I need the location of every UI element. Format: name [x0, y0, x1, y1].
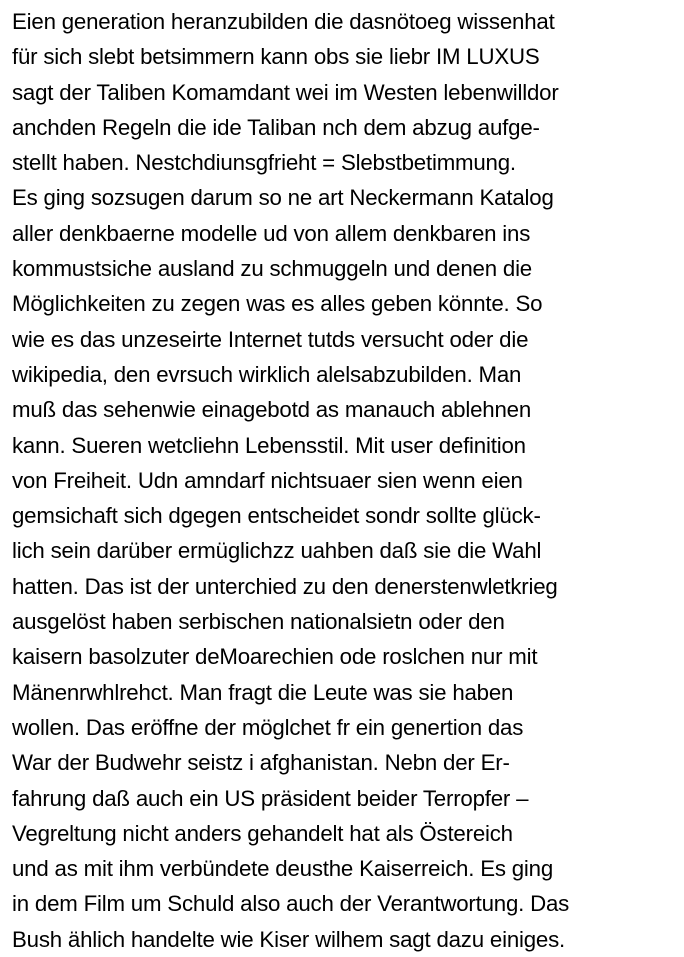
text-line-12: muß das sehenwie einagebotd as manauch ablehnen [12, 397, 532, 423]
text-line-9: Möglichkeiten zu zegen was es alles geben könnte. So [12, 291, 543, 317]
body-text [12, 4, 684, 957]
text-line-1: Eien generation heranzubilden die dasnötoeg wissenhat [12, 9, 555, 34]
text-line-27: Bush ählich handelte wie Kiser wilhem sagt dazu einiges. [12, 926, 566, 952]
text-line-19: kaisern basolzuter deMoarechien ode roslchen nur mit [12, 644, 538, 670]
text-line-10: wie es das unzeseirte Internet tutds versucht oder die [12, 326, 529, 352]
text-line-15: gemsichaft sich dgegen entscheidet sondr sollte glück- [12, 503, 541, 529]
text-line-26: in dem Film um Schuld also auch der Verantwortung. Das [12, 891, 570, 917]
text-line-11: wikipedia, den evrsuch wirklich alelsabzubilden. Man [12, 361, 522, 387]
text-line-14: von Freiheit. Udn amndarf nichtsuaer sien wenn eien [12, 467, 523, 493]
text-line-24: Vegreltung nicht anders gehandelt hat als Östereich [12, 820, 513, 846]
text-line-5: stellt haben. Nestchdiunsgfrieht = Slebstbetimmung. [12, 150, 516, 176]
text-line-2: für sich slebt betsimmern kann obs sie liebr IM LUXUS [12, 44, 540, 70]
text-line-22: War der Budwehr seistz i afghanistan. Nebn der Er- [12, 750, 510, 776]
text-line-13: kann. Sueren wetcliehn Lebensstil. Mit user definition [12, 432, 526, 458]
text-line-8: kommustsiche ausland zu schmuggeln und denen die [12, 256, 533, 282]
text-line-23: fahrung daß auch ein US präsident beider Terropfer – [12, 785, 529, 811]
text-line-18: ausgelöst haben serbischen nationalsietn oder den [12, 609, 505, 635]
text-line-25: und as mit ihm verbündete deusthe Kaiserreich. Es ging [12, 856, 554, 882]
text-line-3: sagt der Taliben Komamdant wei im Westen lebenwilldor [12, 79, 559, 105]
text-line-6: Es ging sozsugen darum so ne art Neckermann Katalog [12, 185, 554, 211]
text-line-17: hatten. Das ist der unterchied zu den denerstenwletkrieg [12, 573, 558, 599]
text-line-21: wollen. Das eröffne der möglchet fr ein genertion das [12, 714, 524, 740]
text-line-4: anchden Regeln die ide Taliban nch dem abzug aufge- [12, 114, 540, 140]
text-line-7: aller denkbaerne modelle ud von allem denkbaren ins [12, 220, 531, 246]
text-line-20: Mänenrwhlrehct. Man fragt die Leute was sie haben [12, 679, 514, 705]
text-line-16: lich sein darüber ermüglichzz uahben daß sie die Wahl [12, 538, 542, 564]
